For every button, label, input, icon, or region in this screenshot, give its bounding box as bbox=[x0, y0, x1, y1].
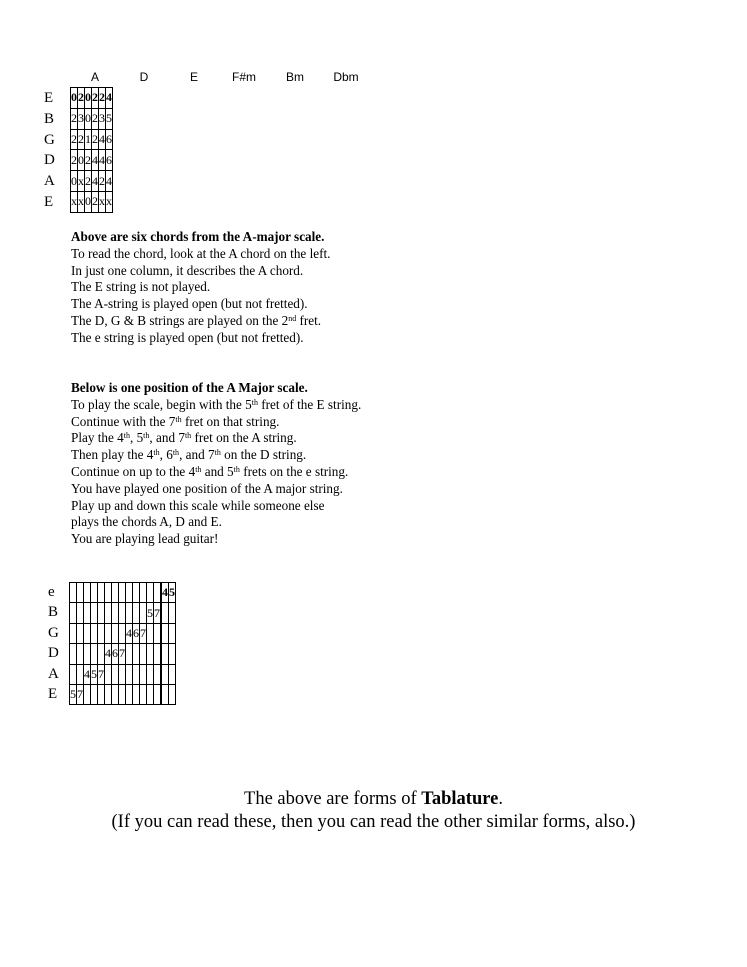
table-cell bbox=[105, 603, 112, 623]
superscript: th bbox=[143, 431, 150, 441]
table-cell bbox=[133, 583, 140, 603]
table-cell: 3 bbox=[99, 108, 106, 129]
table-cell: 4 bbox=[106, 88, 113, 109]
table-cell bbox=[84, 644, 91, 664]
chord-header: F#m bbox=[232, 70, 256, 84]
superscript: th bbox=[172, 448, 180, 458]
table-cell: 4 bbox=[92, 171, 99, 192]
table-cell bbox=[91, 623, 98, 643]
table-cell bbox=[119, 623, 126, 643]
table-cell bbox=[91, 583, 98, 603]
table-cell bbox=[147, 623, 154, 643]
table-cell: x bbox=[78, 191, 85, 212]
table-cell: 0 bbox=[85, 191, 92, 212]
table-cell bbox=[154, 583, 161, 603]
table-cell bbox=[162, 664, 169, 684]
table-cell bbox=[70, 623, 77, 643]
string-label: B bbox=[44, 110, 55, 127]
string-label: B bbox=[48, 604, 59, 621]
text-run: fret. bbox=[296, 312, 322, 328]
chord-string-labels bbox=[44, 88, 64, 213]
text-run: , and 7 bbox=[179, 447, 215, 463]
text-run: . bbox=[498, 789, 503, 809]
table-cell bbox=[84, 623, 91, 643]
table-cell bbox=[98, 623, 105, 643]
table-cell bbox=[77, 644, 84, 664]
chord-header: D bbox=[139, 70, 149, 84]
table-cell bbox=[105, 664, 112, 684]
table-cell bbox=[162, 684, 169, 704]
table-cell bbox=[154, 623, 161, 643]
table-cell: 2 bbox=[78, 88, 85, 109]
paragraph-line bbox=[71, 447, 361, 464]
text-run: Then play the 4 bbox=[71, 447, 154, 463]
text-run: , and 7 bbox=[149, 430, 185, 446]
table-cell bbox=[70, 603, 77, 623]
text-run: Continue with the 7 bbox=[71, 413, 176, 429]
text-run: Continue on up to the 4 bbox=[71, 463, 196, 479]
chord-header: Bm bbox=[286, 70, 304, 84]
text-run: Play the 4 bbox=[71, 430, 124, 446]
text-run: , 6 bbox=[159, 447, 173, 463]
scale-grid bbox=[69, 582, 176, 705]
table-cell: 5 bbox=[169, 583, 176, 603]
table-cell bbox=[133, 603, 140, 623]
table-cell bbox=[154, 644, 161, 664]
table-cell bbox=[126, 684, 133, 704]
superscript: th bbox=[233, 464, 240, 474]
table-cell bbox=[169, 623, 176, 643]
table-cell: 2 bbox=[92, 191, 99, 212]
table-row bbox=[71, 171, 113, 192]
table-cell: 2 bbox=[78, 129, 85, 150]
table-cell: 7 bbox=[154, 603, 161, 623]
table-row bbox=[70, 644, 176, 664]
table-cell: x bbox=[106, 191, 113, 212]
string-label: E bbox=[44, 193, 54, 210]
table-cell: 6 bbox=[106, 150, 113, 171]
table-cell: 2 bbox=[85, 171, 92, 192]
table-cell bbox=[112, 684, 119, 704]
text-run: frets on the e string. bbox=[239, 463, 349, 479]
table-cell: 7 bbox=[98, 664, 105, 684]
table-cell bbox=[133, 664, 140, 684]
table-cell bbox=[140, 583, 147, 603]
table-cell bbox=[140, 603, 147, 623]
chord-explanation bbox=[71, 229, 330, 347]
table-cell bbox=[98, 684, 105, 704]
table-cell bbox=[133, 684, 140, 704]
table-cell: 0 bbox=[71, 88, 78, 109]
table-cell bbox=[91, 603, 98, 623]
text-run: fret on the A string. bbox=[191, 430, 297, 446]
table-cell bbox=[84, 603, 91, 623]
table-cell bbox=[126, 603, 133, 623]
table-cell bbox=[98, 603, 105, 623]
paragraph-line bbox=[71, 414, 361, 431]
table-row bbox=[70, 583, 176, 603]
table-row bbox=[71, 150, 113, 171]
chord-header: A bbox=[90, 70, 99, 84]
paragraph-line: You are playing lead guitar! bbox=[71, 531, 219, 547]
string-label: D bbox=[48, 645, 59, 662]
table-cell: 4 bbox=[84, 664, 91, 684]
footer-line: (If you can read these, then you can read the other similar forms, also.) bbox=[111, 812, 636, 832]
superscript: th bbox=[123, 431, 130, 441]
bold-term: Tablature bbox=[421, 789, 499, 809]
paragraph-line: In just one column, it describes the A chord. bbox=[71, 262, 304, 278]
table-cell bbox=[147, 583, 154, 603]
paragraph-line: The e string is played open (but not fretted). bbox=[71, 329, 304, 345]
superscript: th bbox=[153, 448, 160, 458]
table-cell bbox=[70, 644, 77, 664]
table-cell bbox=[126, 583, 133, 603]
table-cell bbox=[147, 684, 154, 704]
superscript: nd bbox=[288, 313, 297, 323]
table-row bbox=[70, 603, 176, 623]
superscript: th bbox=[175, 414, 182, 424]
string-label: A bbox=[48, 665, 59, 682]
table-cell: 5 bbox=[91, 664, 98, 684]
table-cell bbox=[169, 644, 176, 664]
string-label: G bbox=[48, 624, 59, 641]
table-row bbox=[70, 684, 176, 704]
table-row bbox=[71, 88, 113, 109]
paragraph-line: You have played one position of the A major string. bbox=[71, 480, 343, 496]
table-cell bbox=[140, 644, 147, 664]
table-cell bbox=[162, 644, 169, 664]
table-cell: x bbox=[71, 191, 78, 212]
table-cell bbox=[119, 583, 126, 603]
text-run: fret of the E string. bbox=[257, 396, 362, 412]
paragraph-heading: Above are six chords from the A-major scale. bbox=[71, 229, 325, 244]
scale-explanation bbox=[71, 380, 361, 548]
table-cell bbox=[77, 664, 84, 684]
superscript: th bbox=[251, 397, 258, 407]
table-cell bbox=[140, 684, 147, 704]
table-cell: x bbox=[99, 191, 106, 212]
table-cell: 4 bbox=[92, 150, 99, 171]
table-cell bbox=[162, 603, 169, 623]
paragraph-line: The A-string is played open (but not fretted). bbox=[71, 296, 308, 312]
table-cell bbox=[112, 664, 119, 684]
table-cell bbox=[147, 644, 154, 664]
table-cell: 3 bbox=[78, 108, 85, 129]
paragraph-line bbox=[71, 464, 361, 481]
table-cell bbox=[126, 664, 133, 684]
table-cell: 6 bbox=[106, 129, 113, 150]
table-cell bbox=[77, 623, 84, 643]
string-label: G bbox=[44, 131, 55, 148]
table-cell bbox=[119, 664, 126, 684]
table-cell bbox=[105, 684, 112, 704]
table-cell bbox=[98, 583, 105, 603]
text-run: , 5 bbox=[129, 430, 144, 446]
paragraph-line: To read the chord, look at the A chord on the left. bbox=[71, 245, 331, 261]
table-cell: 0 bbox=[78, 150, 85, 171]
chord-table bbox=[70, 87, 113, 213]
chord-header: Dbm bbox=[333, 70, 359, 84]
table-cell bbox=[91, 684, 98, 704]
table-cell: 6 bbox=[133, 623, 140, 643]
paragraph-line: The E string is not played. bbox=[71, 279, 211, 295]
table-cell: 2 bbox=[99, 88, 106, 109]
table-cell: 2 bbox=[71, 150, 78, 171]
table-cell: 2 bbox=[71, 108, 78, 129]
superscript: th bbox=[184, 431, 192, 441]
table-cell: 4 bbox=[106, 171, 113, 192]
table-cell: 0 bbox=[71, 171, 78, 192]
table-row bbox=[70, 664, 176, 684]
table-cell bbox=[169, 603, 176, 623]
table-cell: 2 bbox=[92, 129, 99, 150]
table-cell: 7 bbox=[119, 644, 126, 664]
string-label: e bbox=[48, 584, 55, 600]
table-row bbox=[70, 623, 176, 643]
paragraph-line: Play up and down this scale while someone else bbox=[71, 497, 325, 513]
table-cell bbox=[112, 603, 119, 623]
table-cell: 4 bbox=[105, 644, 112, 664]
table-cell bbox=[154, 684, 161, 704]
table-cell: 4 bbox=[126, 623, 133, 643]
table-cell bbox=[91, 644, 98, 664]
table-cell: 5 bbox=[147, 603, 154, 623]
superscript: th bbox=[214, 448, 221, 458]
table-cell bbox=[112, 583, 119, 603]
string-label: A bbox=[44, 173, 55, 190]
table-cell bbox=[70, 583, 77, 603]
table-cell bbox=[105, 583, 112, 603]
footer-note bbox=[0, 788, 747, 834]
paragraph-line: plays the chords A, D and E. bbox=[71, 514, 222, 530]
table-cell bbox=[98, 644, 105, 664]
table-cell: 5 bbox=[70, 684, 77, 704]
table-cell bbox=[112, 623, 119, 643]
table-cell bbox=[77, 583, 84, 603]
table-cell bbox=[84, 583, 91, 603]
table-cell bbox=[119, 603, 126, 623]
table-row bbox=[71, 108, 113, 129]
table-cell bbox=[70, 664, 77, 684]
string-label: E bbox=[44, 90, 54, 106]
table-cell bbox=[147, 664, 154, 684]
string-label: E bbox=[48, 685, 58, 702]
table-cell bbox=[84, 684, 91, 704]
table-cell: 7 bbox=[77, 684, 84, 704]
table-cell bbox=[119, 684, 126, 704]
table-cell bbox=[77, 603, 84, 623]
table-cell: x bbox=[78, 171, 85, 192]
paragraph-line bbox=[71, 397, 361, 414]
table-cell: 2 bbox=[99, 171, 106, 192]
table-cell: 6 bbox=[112, 644, 119, 664]
table-cell: 2 bbox=[92, 108, 99, 129]
text-run: fret on that string. bbox=[181, 413, 280, 429]
chord-header: E bbox=[189, 70, 198, 84]
scale-string-labels bbox=[48, 582, 59, 704]
text-run: on the D string. bbox=[220, 447, 307, 463]
table-cell: 4 bbox=[99, 150, 106, 171]
table-cell bbox=[169, 684, 176, 704]
table-cell: 4 bbox=[99, 129, 106, 150]
text-run: The above are forms of bbox=[244, 789, 422, 809]
table-cell: 4 bbox=[162, 583, 169, 603]
table-cell: 5 bbox=[106, 108, 113, 129]
table-cell bbox=[162, 623, 169, 643]
table-row bbox=[71, 129, 113, 150]
text-run: and 5 bbox=[201, 463, 234, 479]
paragraph-line bbox=[71, 313, 330, 330]
text-run: The D, G & B strings are played on the 2 bbox=[71, 312, 289, 328]
paragraph-heading: Below is one position of the A Major scale. bbox=[71, 380, 308, 395]
table-cell bbox=[169, 664, 176, 684]
table-cell bbox=[126, 644, 133, 664]
string-label: D bbox=[44, 152, 55, 169]
text-run: To play the scale, begin with the 5 bbox=[71, 396, 252, 412]
table-cell: 2 bbox=[85, 150, 92, 171]
table-cell: 1 bbox=[85, 129, 92, 150]
table-cell: 7 bbox=[140, 623, 147, 643]
footer-line bbox=[0, 788, 747, 811]
table-cell: 2 bbox=[92, 88, 99, 109]
table-cell bbox=[140, 664, 147, 684]
table-row bbox=[71, 191, 113, 212]
table-cell bbox=[105, 623, 112, 643]
table-cell bbox=[154, 664, 161, 684]
table-cell bbox=[133, 644, 140, 664]
paragraph-line bbox=[71, 430, 361, 447]
table-cell: 0 bbox=[85, 108, 92, 129]
table-cell: 2 bbox=[71, 129, 78, 150]
table-cell: 0 bbox=[85, 88, 92, 109]
superscript: th bbox=[195, 464, 202, 474]
